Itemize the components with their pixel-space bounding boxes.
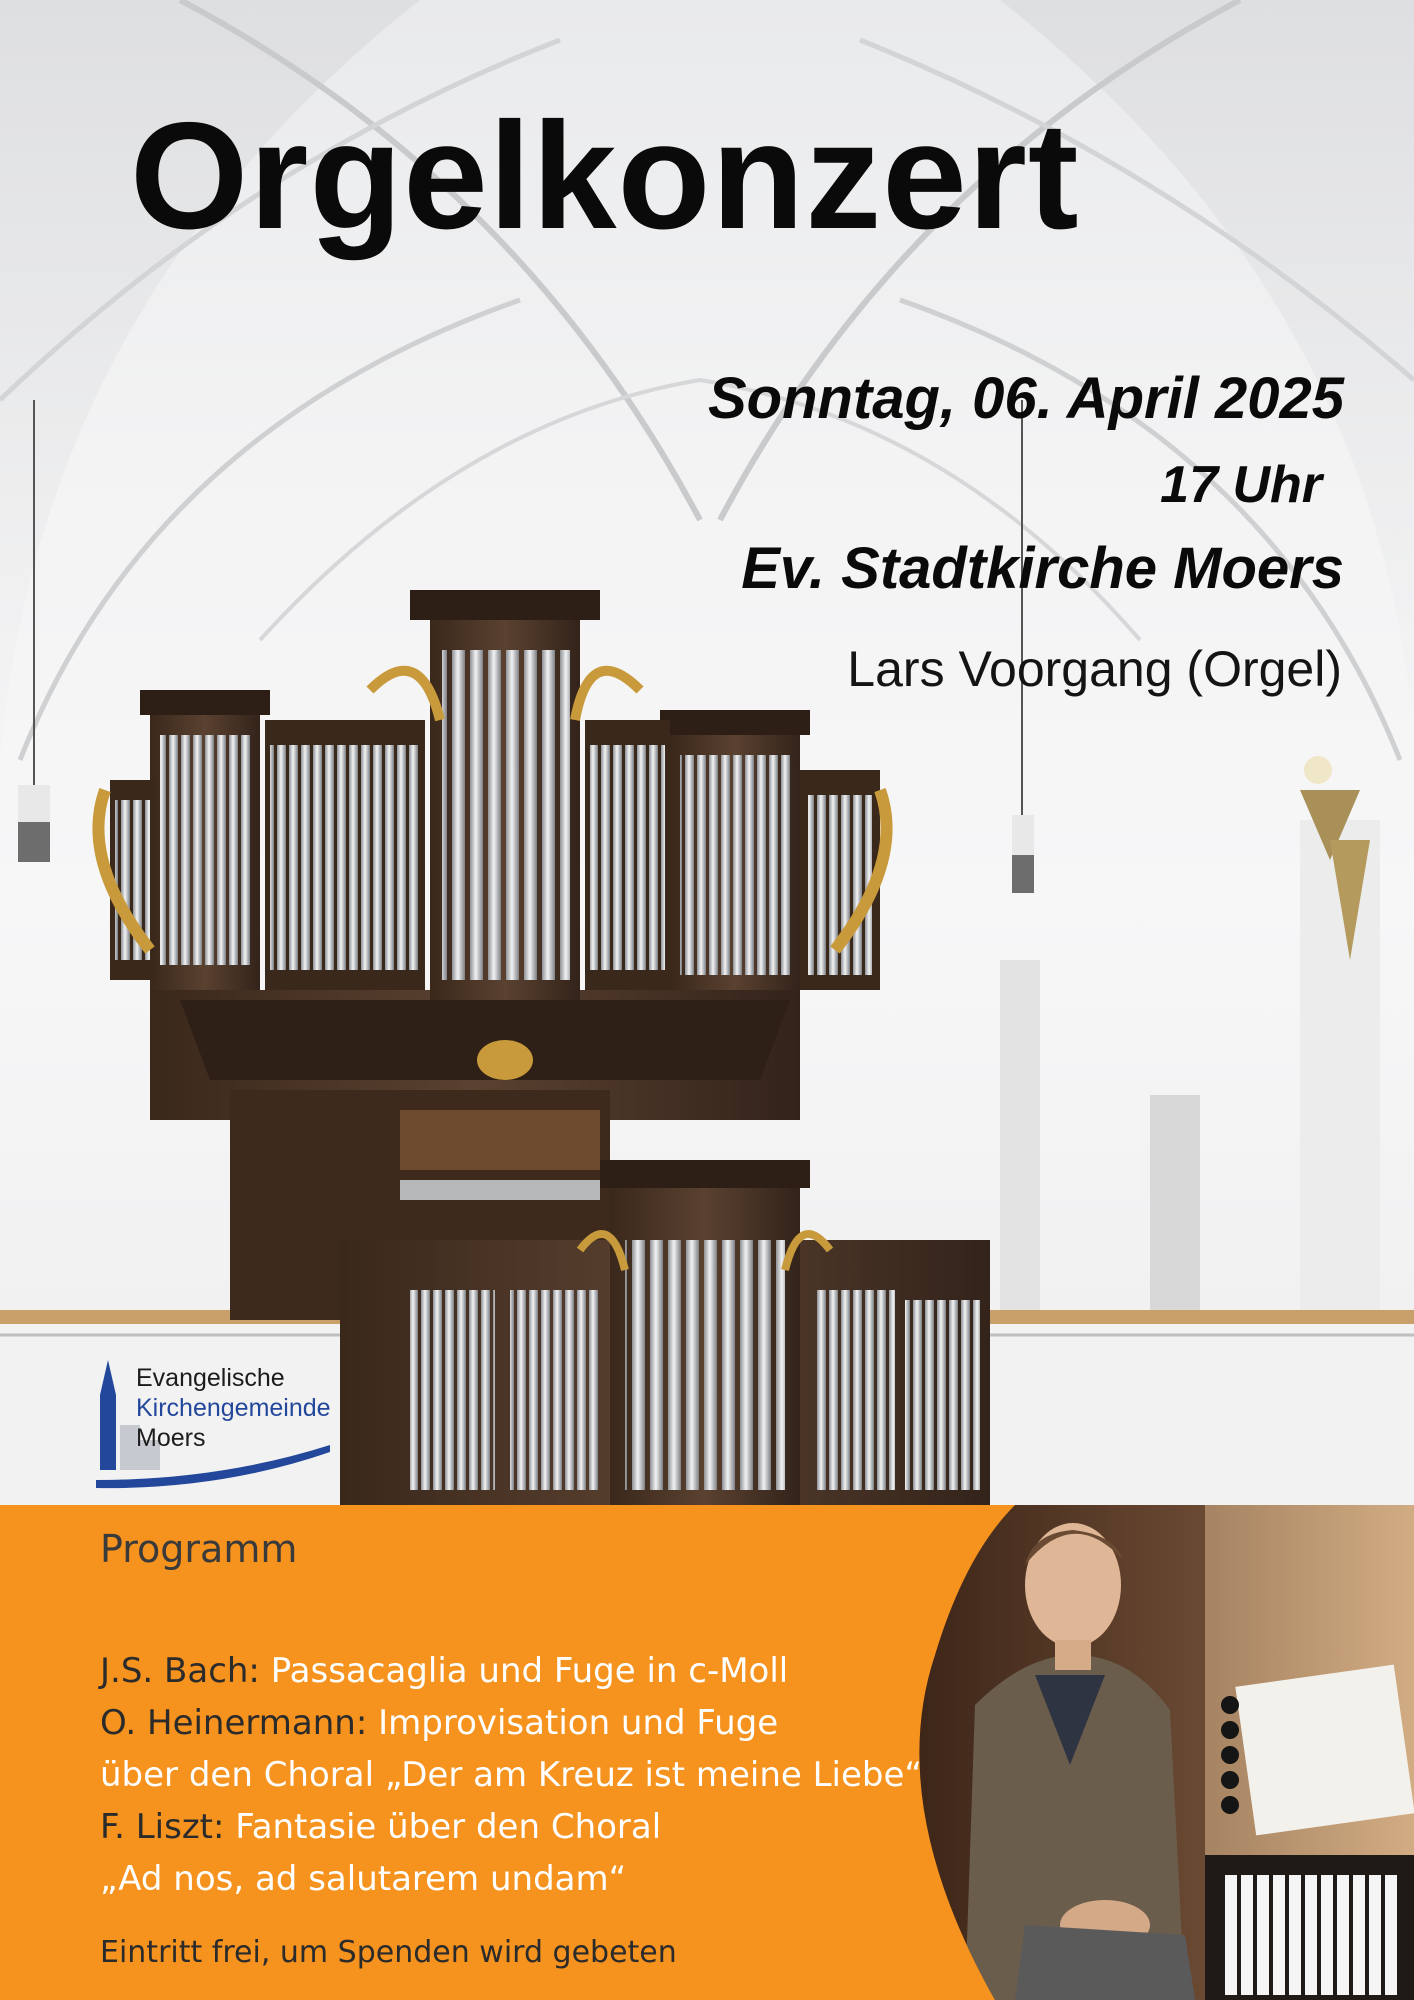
- program-item: [100, 1853, 922, 1905]
- work-title: Fantasie über den Choral: [224, 1807, 662, 1847]
- program-heading: Programm: [100, 1527, 298, 1571]
- program-list: [100, 1645, 922, 1905]
- organist-portrait-photo: [905, 1505, 1414, 2000]
- program-item: [100, 1749, 922, 1801]
- event-venue: Ev. Stadtkirche Moers: [741, 536, 1344, 601]
- admission-note: Eintritt frei, um Spenden wird gebeten: [100, 1935, 677, 1970]
- performer-name: Lars Voorgang (Orgel): [847, 641, 1342, 697]
- program-item: [100, 1697, 922, 1749]
- parish-logo: [96, 1358, 366, 1488]
- event-date: Sonntag, 06. April 2025: [707, 366, 1344, 431]
- work-title: „Ad nos, ad salutarem undam“: [100, 1859, 627, 1899]
- logo-line-2: Kirchengemeinde: [136, 1394, 331, 1422]
- logo-line-3: Moers: [136, 1424, 206, 1452]
- program-panel: [0, 1505, 1414, 2000]
- composer-name: O. Heinermann:: [100, 1703, 368, 1743]
- logo-line-1: Evangelische: [136, 1364, 285, 1392]
- poster-title: Orgelkonzert: [130, 91, 1080, 261]
- program-item: [100, 1801, 922, 1853]
- work-title: Improvisation und Fuge: [367, 1703, 779, 1743]
- composer-name: F. Liszt:: [100, 1807, 225, 1847]
- event-time: 17 Uhr: [1160, 456, 1322, 514]
- composer-name: J.S. Bach:: [100, 1651, 260, 1691]
- work-title: Passacaglia und Fuge in c-Moll: [259, 1651, 789, 1691]
- work-title: über den Choral „Der am Kreuz ist meine Liebe“: [100, 1755, 923, 1795]
- program-item: [100, 1645, 922, 1697]
